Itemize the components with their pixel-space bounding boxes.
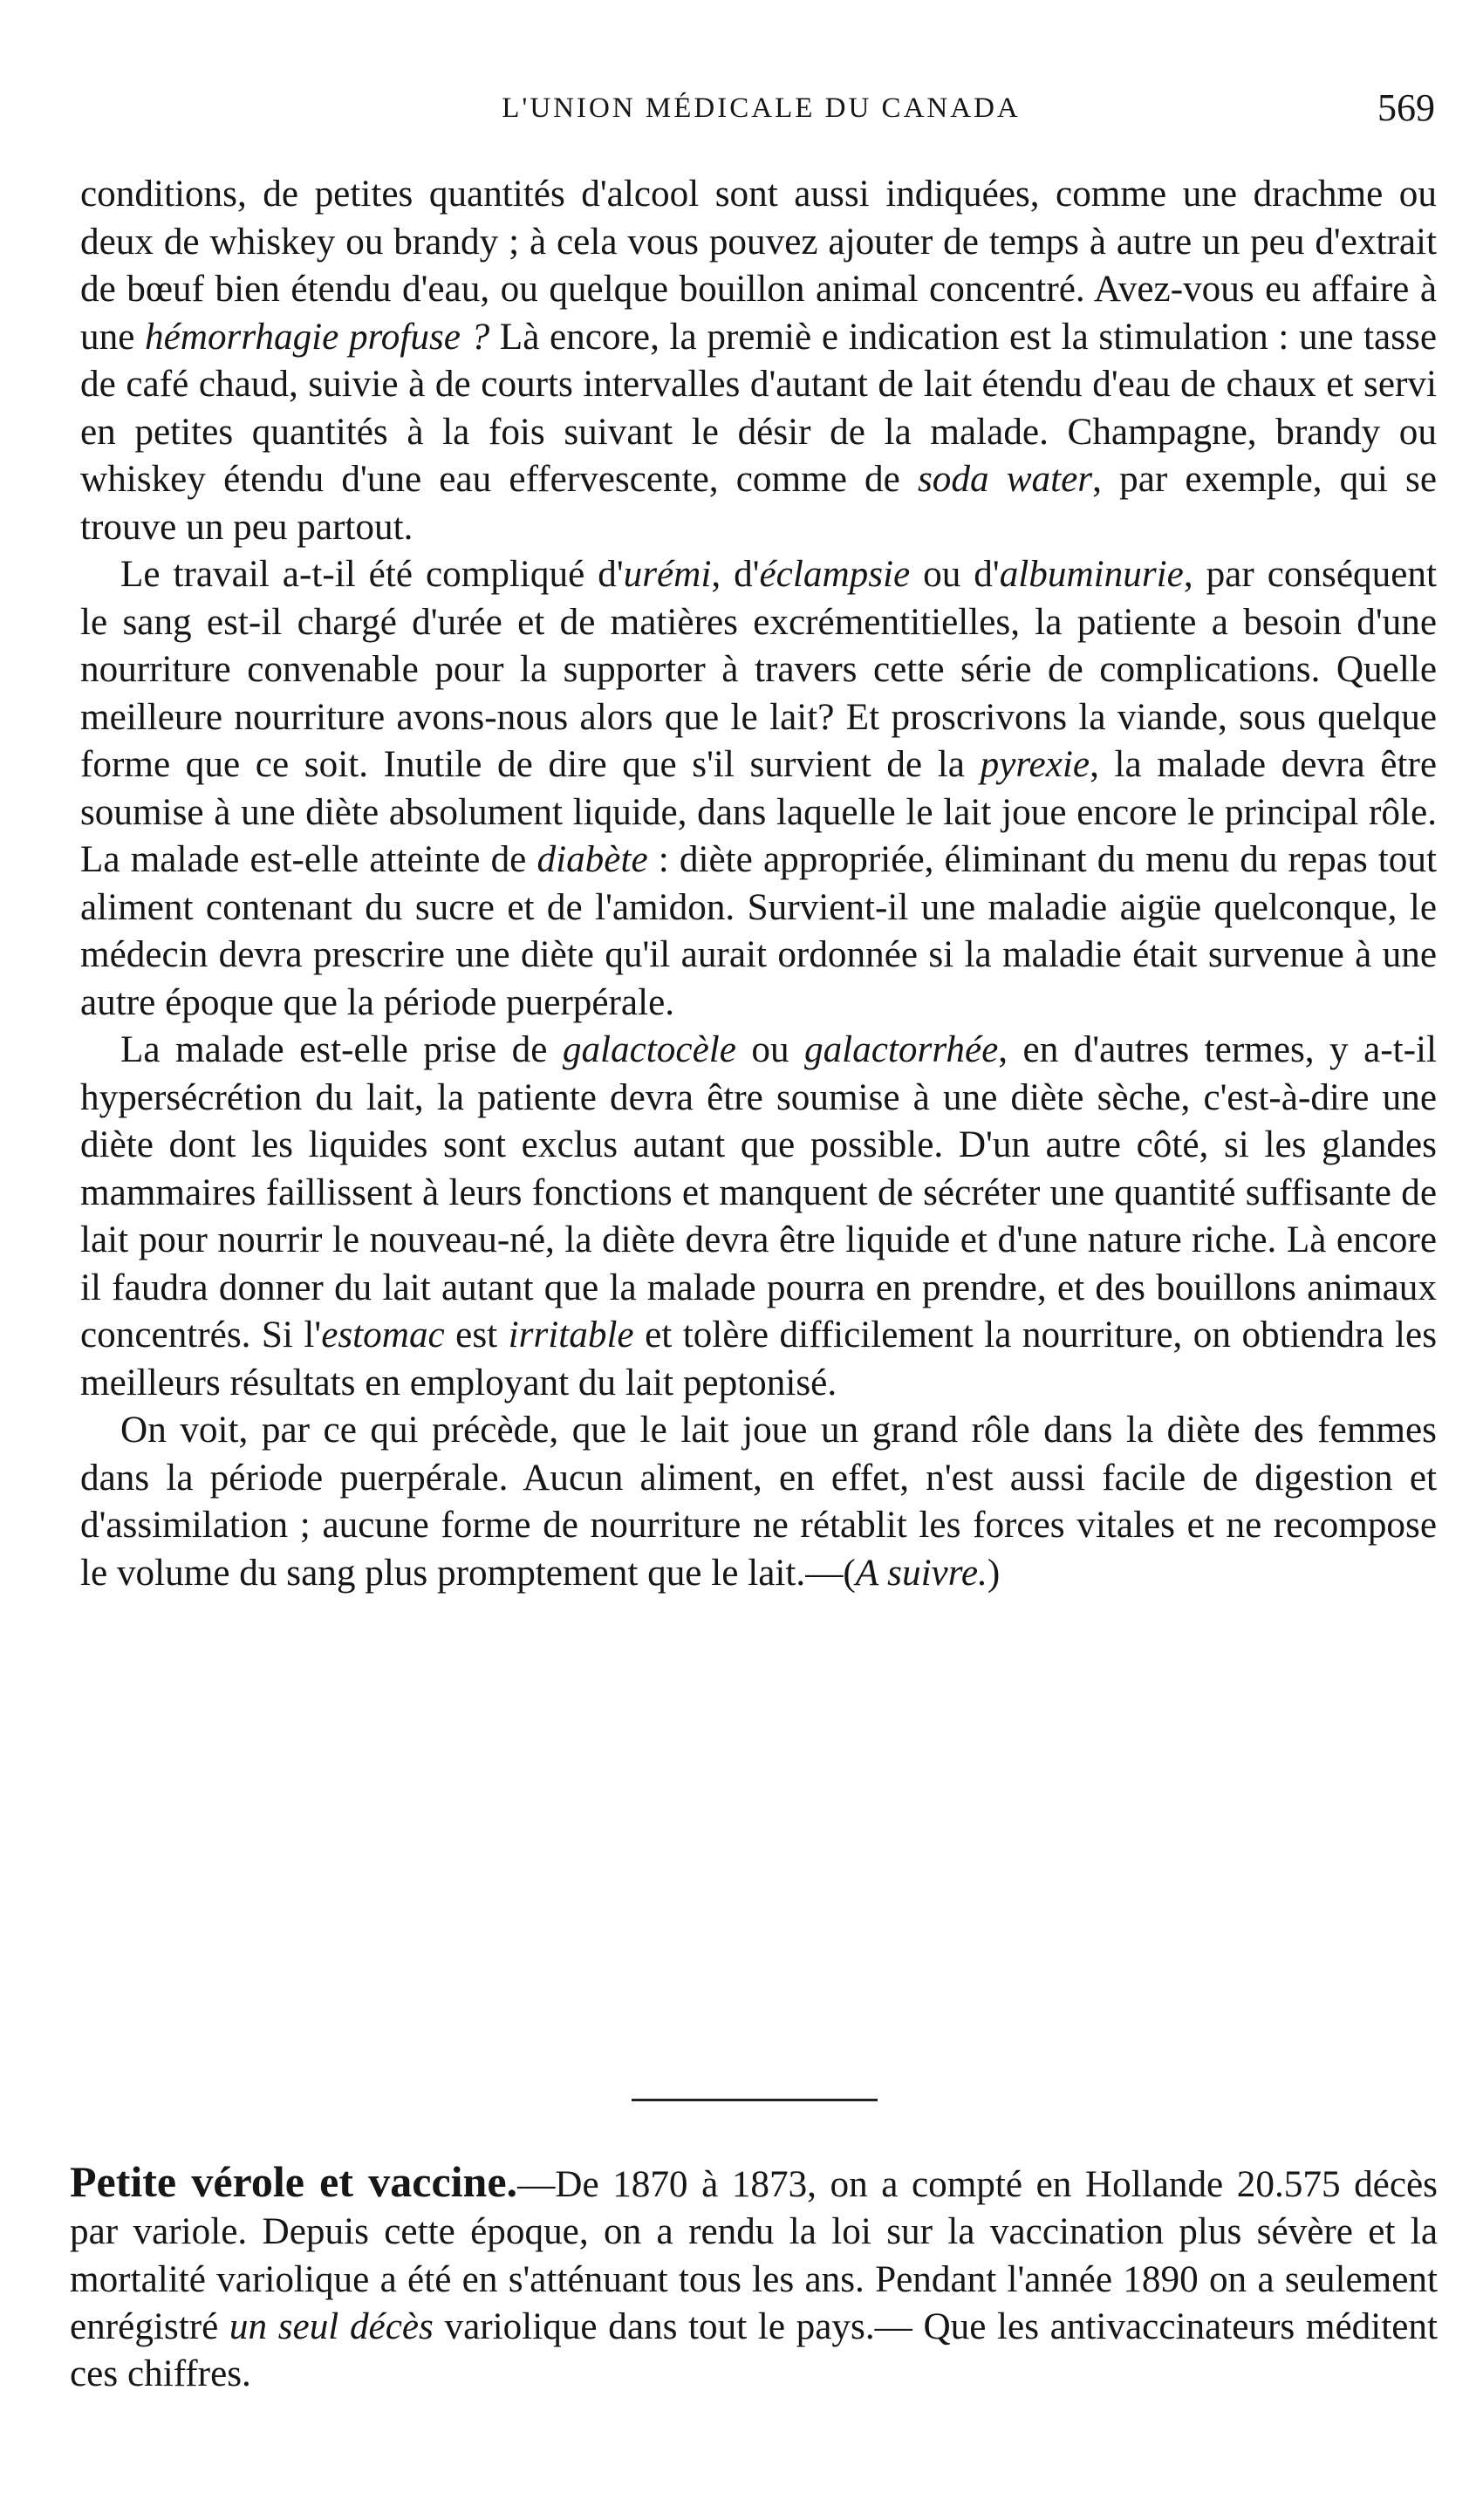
text-run: et tolère difficilement la nourriture, on obtiendra les meilleurs résultats en employant du lait peptonisé. <box>80 1315 1437 1403</box>
italic-phrase: soda water <box>917 459 1093 500</box>
text-run: , d' <box>711 554 760 595</box>
italic-phrase: urémi <box>623 554 712 595</box>
running-header <box>87 85 1435 138</box>
text-run: Là encore, la premiè e indication est la stimulation : une tasse de café chaud, suivie à de courts intervalles d'autant de lait étendu d'eau de chaux et servi en petites quantités à la fois suivant le désir de la malade. Champagne, brandy ou whiskey étendu d'une eau effervescente, comme de <box>80 316 1437 500</box>
notice-heading: Petite vérole et vaccine. <box>70 2157 518 2206</box>
italic-phrase: pyrexie <box>980 744 1090 785</box>
text-run: On voit, par ce qui précède, que le lait joue un grand rôle dans la diète des femmes dans la période puerpérale. Aucun aliment, en effet, n'est aussi facile de digestion et d'assimilation ; aucune forme de nourriture ne rétablit les forces vitales et ne recompose le volume du sang plus promptement que le lait.—( <box>80 1410 1437 1594</box>
italic-phrase: estomac <box>321 1315 445 1356</box>
text-run: , la malade devra être soumise à une diète absolument liquide, dans laquelle le lait joue encore le principal rôle. La malade est-elle atteinte de <box>80 744 1438 880</box>
italic-phrase: galactocèle <box>562 1029 736 1070</box>
italic-phrase: albuminurie <box>999 554 1184 595</box>
text-run: ou <box>735 1029 804 1070</box>
italic-phrase: hémorrhagie profuse ? <box>145 316 490 358</box>
italic-phrase: éclampsie <box>759 554 911 595</box>
text-run: ou d' <box>910 554 1000 595</box>
body-paragraph <box>80 1407 1437 1597</box>
body-paragraph <box>80 551 1437 1027</box>
text-run: Le travail a-t-il été compliqué d' <box>120 554 624 595</box>
section-divider <box>632 2099 878 2101</box>
text-run: ) <box>987 1552 1001 1594</box>
text-run: —De 1870 à 1873, on a compté en Hollande 20.575 décès par variole. Depuis cette époque, on a rendu la loi sur la vaccination plus sévère et la mortalité variolique a été en s'atténuant tous les ans. Pendant l'année 1890 on a seulement enrégistré <box>70 2164 1438 2347</box>
text-run: conditions, de petites quantités d'alcool sont aussi indiquées, comme une drachme ou deux de whiskey ou brandy ; à cela vous pouvez ajouter de temps à autre un peu d'extrait de bœuf bien étendu d'eau, ou quelque bouillon animal concentré. Avez-vous eu affaire à une <box>80 174 1437 358</box>
text-run: , en d'autres termes, y a-t-il hypersécrétion du lait, la patiente devra être soumise à une diète sèche, c'est-à-dire une diète dont les liquides sont exclus autant que possible. D'un autre côté, si les glandes mammaires faillissent à leurs fonctions et manquent de sécréter une quantité suffisante de lait pour nourrir le nouveau-né, la diète devra être liquide et d'une nature riche. Là encore il faudra donner du lait autant que la malade pourra en prendre, et des bouillons animaux concentrés. Si l' <box>80 1029 1437 1356</box>
text-run: , par conséquent le sang est-il chargé d'urée et de matières excrémentitielles, la patiente a besoin d'une nourriture convenable pour la supporter à travers cette série de complications. Quelle meilleure nourriture avons-nous alors que le lait? Et proscrivons la viande, sous quelque forme que ce soit. Inutile de dire que s'il survient de la <box>80 554 1437 785</box>
italic-phrase: A suivre. <box>855 1552 988 1594</box>
body-paragraph <box>80 171 1437 551</box>
italic-phrase: un seul décès <box>229 2305 434 2347</box>
text-run: , par exemple, qui se trouve un peu partout. <box>80 459 1437 548</box>
italic-phrase: diabète <box>536 839 648 880</box>
text-run: est <box>444 1315 509 1356</box>
article-body <box>80 171 1437 1597</box>
notice-paragraph <box>70 2158 1438 2398</box>
text-run: La malade est-elle prise de <box>120 1029 563 1070</box>
page-number: 569 <box>1377 86 1435 129</box>
body-paragraph <box>80 1027 1437 1407</box>
text-run: variolique dans tout le pays.— Que les antivaccinateurs méditent ces chiffres. <box>70 2305 1438 2395</box>
text-run: : diète appropriée, éliminant du menu du repas tout aliment contenant du sucre et de l'amidon. Survient-il une maladie aigüe quelconque, le médecin devra prescrire une diète qu'il aurait ordonnée si la maladie était survenue à une autre époque que la période puerpérale. <box>80 839 1437 1023</box>
journal-title: L'UNION MÉDICALE DU CANADA <box>502 92 1021 124</box>
italic-phrase: galactorrhée <box>803 1029 999 1070</box>
italic-phrase: irritable <box>508 1315 634 1356</box>
